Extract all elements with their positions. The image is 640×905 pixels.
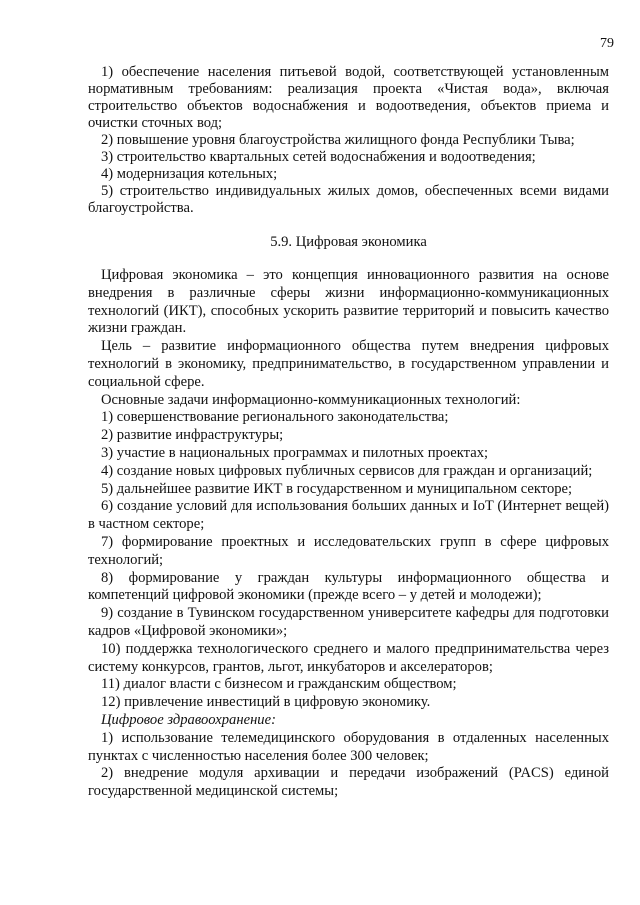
list-item: 4) создание новых цифровых публичных сервисов для граждан и организаций; [101,462,593,479]
list-item: 12) привлечение инвестиций в цифровую экономику. [101,694,431,711]
list-item: 2) развитие инфраструктуры; [101,427,284,444]
list-item: 7) формирование проектных и исследовательских групп в сфере цифровых технологий; [88,533,609,568]
list-item: 5) дальнейшее развитие ИКТ в государственном и муниципальном секторе; [101,480,573,497]
list-item: 4) модернизация котельных; [101,166,278,182]
list-item: 3) строительство квартальных сетей водоснабжения и водоотведения; [101,149,536,165]
list-item: 1) обеспечение населения питьевой водой, соответствующей установленным нормативным требованиям: реализация проекта «Чистая вода», включая строительство объектов водоснабжения и водоотведения, объектов приема и очистки сточных вод; [88,64,609,131]
list-item: 3) участие в национальных программах и пилотных проектах; [101,444,489,461]
list-item: 2) повышение уровня благоустройства жилищного фонда Республики Тыва; [101,132,575,148]
list-item: 9) создание в Тувинском государственном университете кафедры для подготовки кадров «Цифровой экономики»; [88,605,609,639]
list-item: 11) диалог власти с бизнесом и гражданским обществом; [101,676,457,693]
water-supply-list [88,64,609,217]
list-item: 10) поддержка технологического среднего и малого предпринимательства через систему конкурсов, грантов, льгот, инкубаторов и акселераторов; [88,640,609,675]
list-item: 1) использование телемедицинского оборудования в отдаленных населенных пунктах с численностью населения более 300 человек; [88,729,609,764]
list-item: 2) внедрение модуля архивации и передачи изображений (PACS) единой государственной медицинской системы; [88,765,609,800]
list-item: 5) строительство индивидуальных жилых домов, обеспеченных всеми видами благоустройства. [88,183,609,216]
goal-paragraph: Цель – развитие информационного общества путем внедрения цифровых технологий в экономику, предпринимательство, в государственном управлении и социальной сфере. [88,338,609,390]
list-item: 8) формирование у граждан культуры информационного общества и компетенций цифровой экономики (прежде всего – у детей и молодежи); [88,569,609,604]
section-heading: 5.9. Цифровая экономика [270,234,427,250]
digital-economy-body [88,267,609,801]
list-item: 6) создание условий для использования больших данных и IoT (Интернет вещей) в частном секторе; [88,498,609,533]
health-subheading: Цифровое здравоохранение: [101,711,276,728]
list-item: 1) совершенствование регионального законодательства; [101,409,449,426]
tasks-intro: Основные задачи информационно-коммуникационных технологий: [101,391,521,408]
page-number: 79 [600,36,614,51]
intro-paragraph: Цифровая экономика – это концепция инновационного развития на основе внедрения в различные сферы жизни информационно-коммуникационных технологий (ИКТ), способных ускорить развитие территорий и повысить качество жизни граждан. [88,267,609,337]
